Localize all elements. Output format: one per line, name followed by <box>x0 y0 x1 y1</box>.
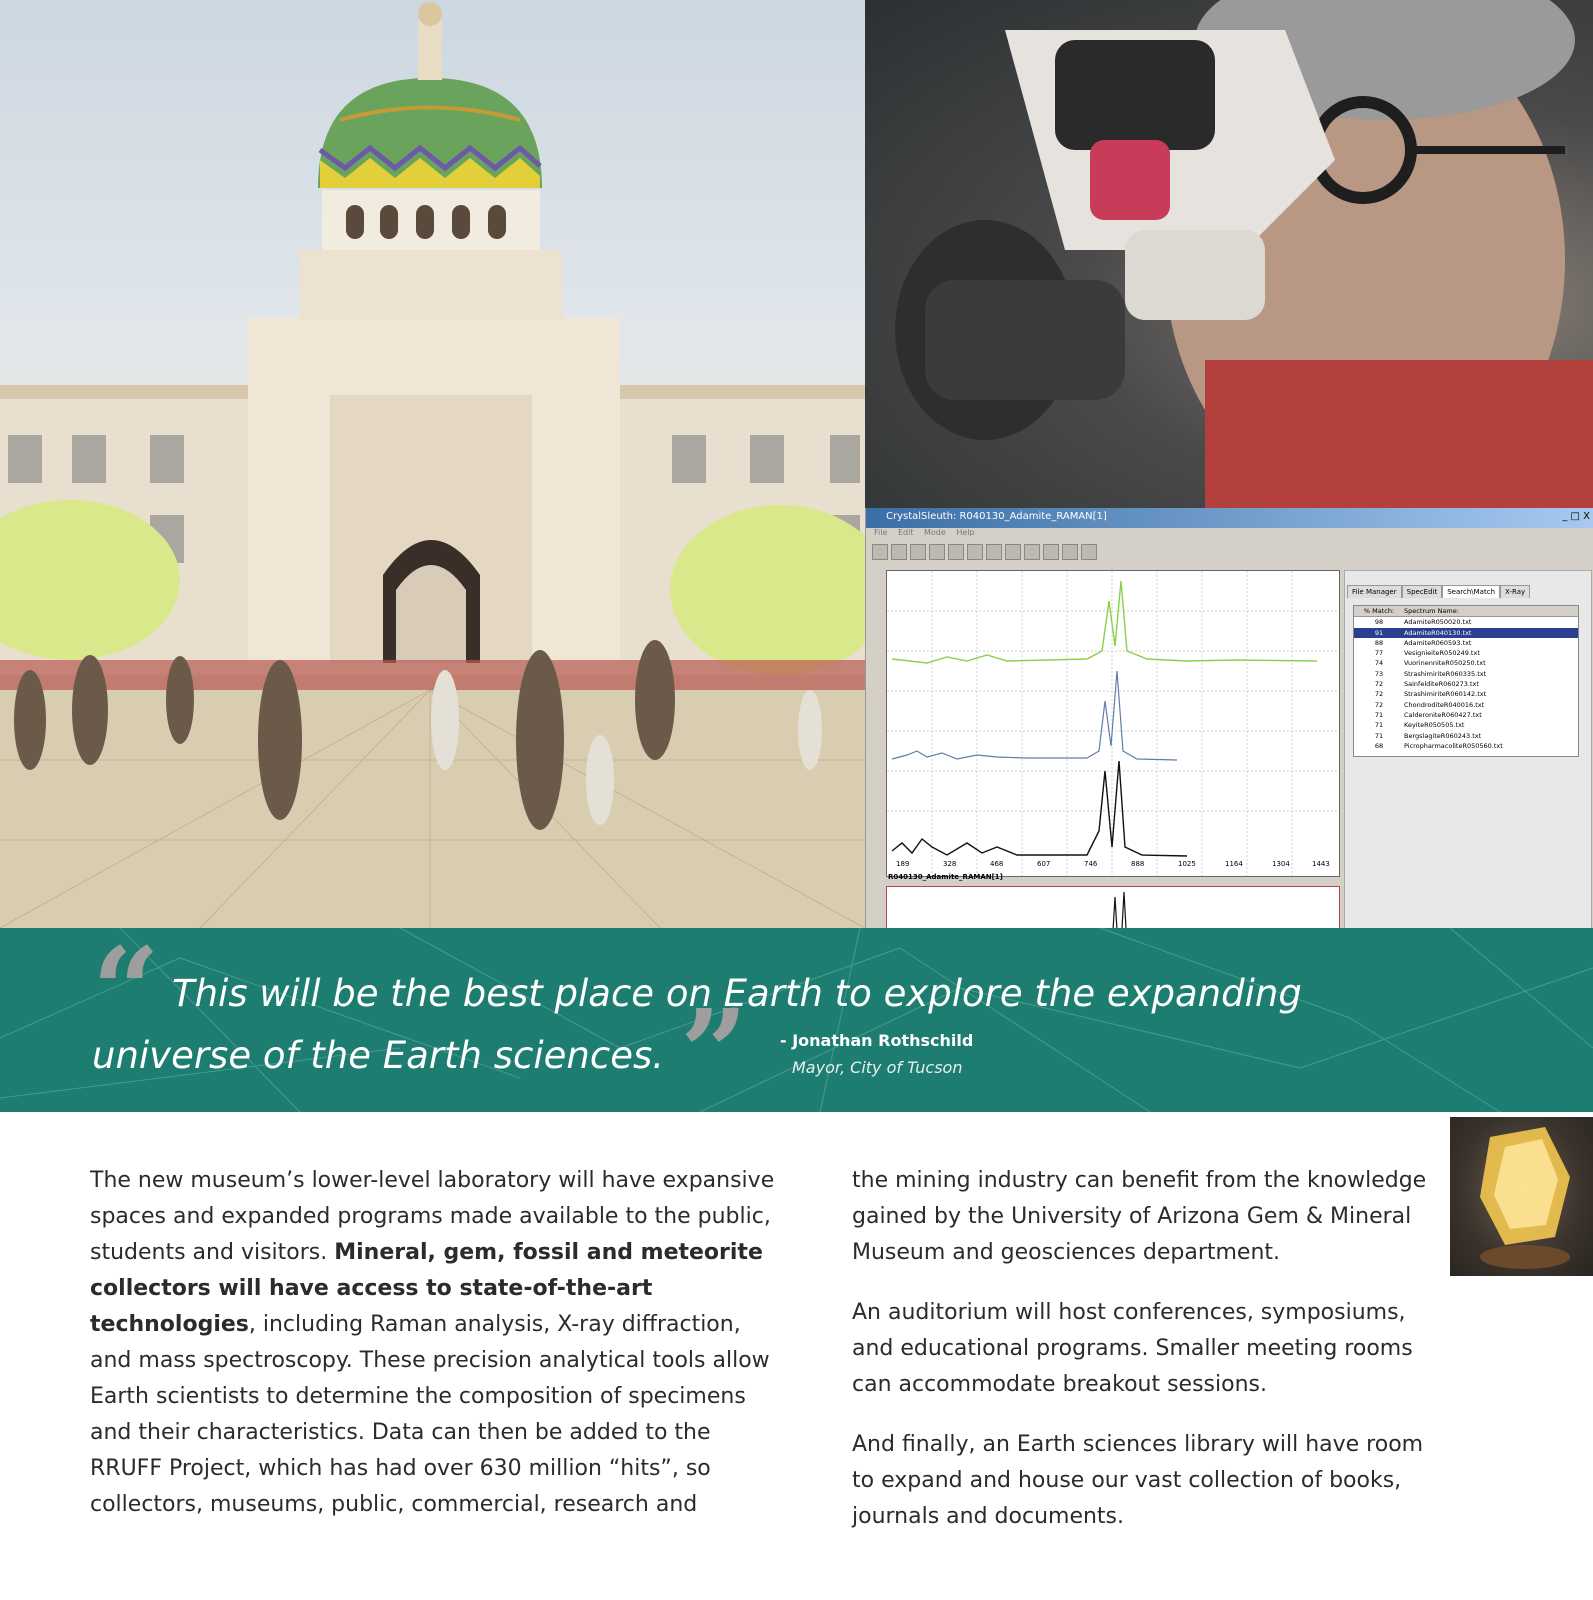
match-name: AdamiteR050020.txt <box>1404 618 1472 627</box>
table-row[interactable] <box>1354 617 1578 627</box>
x-tick-label: 1443 <box>1312 860 1330 868</box>
spectrum-trace-black <box>892 761 1187 856</box>
network-lines-decoration <box>0 928 1593 1112</box>
edit-icon[interactable] <box>967 544 983 560</box>
match-pct: 91 <box>1374 628 1384 637</box>
spectrum-name-label: R040130_Adamite_RAMAN[1] <box>888 873 1003 881</box>
paragraph-text: , including Raman analysis, X-ray diffraction, and mass spectroscopy. These precision analytical tools allow Earth scientists to determine the composition of specimens and their characteristics. Data can then be added to the RRUFF Project, which has had over 630 million “hits”, so collectors, museums, public, commercial, research and <box>90 1312 770 1517</box>
table-row[interactable] <box>1354 648 1578 658</box>
quote-text-line-1: This will be the best place on Earth to explore the expanding <box>172 972 1302 1015</box>
match-pct: 77 <box>1374 649 1384 658</box>
x-tick-label: 607 <box>1037 860 1051 868</box>
paragraph: the mining industry can benefit from the knowledge gained by the University of Arizona Gem & Mineral Museum and geosciences department. <box>852 1168 1427 1265</box>
window-title: CrystalSleuth: R040130_Adamite_RAMAN[1] <box>886 511 1107 522</box>
match-pct: 88 <box>1374 638 1384 647</box>
close-quote-mark: ” <box>680 983 748 1112</box>
paragraph: An auditorium will host conferences, symposiums, and educational programs. Smaller meeting rooms can accommodate breakout sessions. <box>852 1300 1413 1397</box>
panel-tabs <box>1347 585 1530 598</box>
x-tick-label: 746 <box>1084 860 1098 868</box>
match-pct: 98 <box>1374 618 1384 627</box>
tab-file-manager[interactable]: File Manager <box>1347 585 1402 598</box>
table-row[interactable] <box>1354 689 1578 699</box>
crystal-specimen-photo <box>1450 1117 1593 1276</box>
match-pct: 68 <box>1374 741 1384 750</box>
match-name: VuorinenniteR050250.txt <box>1404 659 1486 668</box>
x-tick-label: 328 <box>943 860 957 868</box>
menu-edit[interactable]: Edit <box>897 528 914 537</box>
x-tick-label: 1025 <box>1178 860 1196 868</box>
x-tick-label: 1164 <box>1225 860 1243 868</box>
open-quote-mark: “ <box>92 928 160 1060</box>
x-tick-label: 189 <box>896 860 910 868</box>
arrow-left-icon[interactable] <box>1062 544 1078 560</box>
header-pct-match[interactable]: % Match: <box>1363 607 1395 615</box>
paragraph <box>90 1163 780 1523</box>
x-tick-label: 888 <box>1131 860 1145 868</box>
spectrum-trace-blue <box>892 671 1177 760</box>
match-pct: 72 <box>1374 690 1384 699</box>
table-row[interactable] <box>1354 658 1578 668</box>
table-row[interactable] <box>1354 731 1578 741</box>
table-row[interactable] <box>1354 710 1578 720</box>
chart-icon[interactable] <box>872 544 888 560</box>
match-name: PicropharmacoliteR050560.txt <box>1404 741 1503 750</box>
match-pct: 72 <box>1374 680 1384 689</box>
x-tick-label: 1304 <box>1272 860 1290 868</box>
body-column-left <box>90 1163 780 1547</box>
tab-specedit[interactable]: SpecEdit <box>1402 585 1443 598</box>
table-row[interactable] <box>1354 720 1578 730</box>
match-name: CalderoniteR060427.txt <box>1404 710 1482 719</box>
menu-file[interactable]: File <box>874 528 888 537</box>
table-row[interactable] <box>1354 741 1578 751</box>
x-tick-label: 468 <box>990 860 1004 868</box>
paragraph: And finally, an Earth sciences library will have room to expand and house our vast collection of books, journals and documents. <box>852 1432 1424 1529</box>
match-pct: 74 <box>1374 659 1384 668</box>
match-name: ChondroditeR040016.txt <box>1404 700 1485 709</box>
table-row[interactable] <box>1354 679 1578 689</box>
tab-x-ray[interactable]: X-Ray <box>1500 585 1530 598</box>
spectrum-plot <box>886 570 1340 877</box>
match-pct: 71 <box>1374 731 1384 740</box>
table-row[interactable] <box>1354 700 1578 710</box>
menu-help[interactable]: Help <box>956 528 975 537</box>
match-pct: 73 <box>1374 669 1384 678</box>
zoom-icon[interactable] <box>1005 544 1021 560</box>
museum-rendering-photo <box>0 0 865 928</box>
chart-icon[interactable] <box>1024 544 1040 560</box>
close-icon[interactable] <box>986 544 1002 560</box>
match-pct: 71 <box>1374 721 1384 730</box>
window-controls[interactable]: _ □ X <box>1562 511 1590 522</box>
edit-icon[interactable] <box>948 544 964 560</box>
quote-text-line-2: universe of the Earth sciences. <box>92 1034 665 1077</box>
menu-mode[interactable]: Mode <box>923 528 946 537</box>
alert-icon[interactable] <box>1043 544 1059 560</box>
header-spectrum-name[interactable]: Spectrum Name: <box>1404 607 1459 615</box>
paragraph-text: The new museum’s lower-level laboratory will have expansive spaces and expanded programs made available to the public, students and visitors. <box>90 1168 775 1265</box>
arrow-right-icon[interactable] <box>1081 544 1097 560</box>
match-results-table <box>1353 605 1579 757</box>
match-pct: 71 <box>1374 710 1384 719</box>
quote-attribution-name: - Jonathan Rothschild <box>780 1031 974 1050</box>
match-name: VesignieiteR050249.txt <box>1404 649 1480 658</box>
match-pct: 72 <box>1374 700 1384 709</box>
quote-banner <box>0 928 1593 1112</box>
quote-attribution-title: Mayor, City of Tucson <box>792 1058 963 1077</box>
search-match-panel <box>1344 570 1592 930</box>
table-header <box>1354 606 1578 617</box>
crystalsleuth-software-window <box>865 508 1593 930</box>
save-icon[interactable] <box>910 544 926 560</box>
spectrum-plot-secondary <box>886 886 1340 930</box>
match-name: StrashimiriteR060142.txt <box>1404 690 1487 699</box>
scientist-microscope-photo <box>865 0 1593 508</box>
chart-icon[interactable] <box>891 544 907 560</box>
print-icon[interactable] <box>929 544 945 560</box>
menu-bar <box>866 528 1593 542</box>
match-name: AdamiteR040130.txt <box>1404 628 1472 637</box>
match-name: StrashimiriteR060335.txt <box>1404 669 1487 678</box>
match-name: BergslagiteR060243.txt <box>1404 731 1482 740</box>
paragraph-bold-text: Mineral, gem, fossil and meteorite collectors will have access to state-of-the-art technologies <box>90 1240 763 1337</box>
window-titlebar <box>866 508 1593 528</box>
body-column-right <box>852 1163 1452 1559</box>
table-row-selected[interactable] <box>1354 628 1578 638</box>
match-name: AdamiteR060593.txt <box>1404 638 1472 647</box>
match-name: SainfelditeR060273.txt <box>1404 680 1479 689</box>
match-name: KeyiteR050505.txt <box>1404 721 1465 730</box>
tab-search-match[interactable]: Search\Match <box>1442 585 1500 598</box>
table-row[interactable] <box>1354 638 1578 648</box>
table-row[interactable] <box>1354 669 1578 679</box>
toolbar <box>872 544 1097 562</box>
